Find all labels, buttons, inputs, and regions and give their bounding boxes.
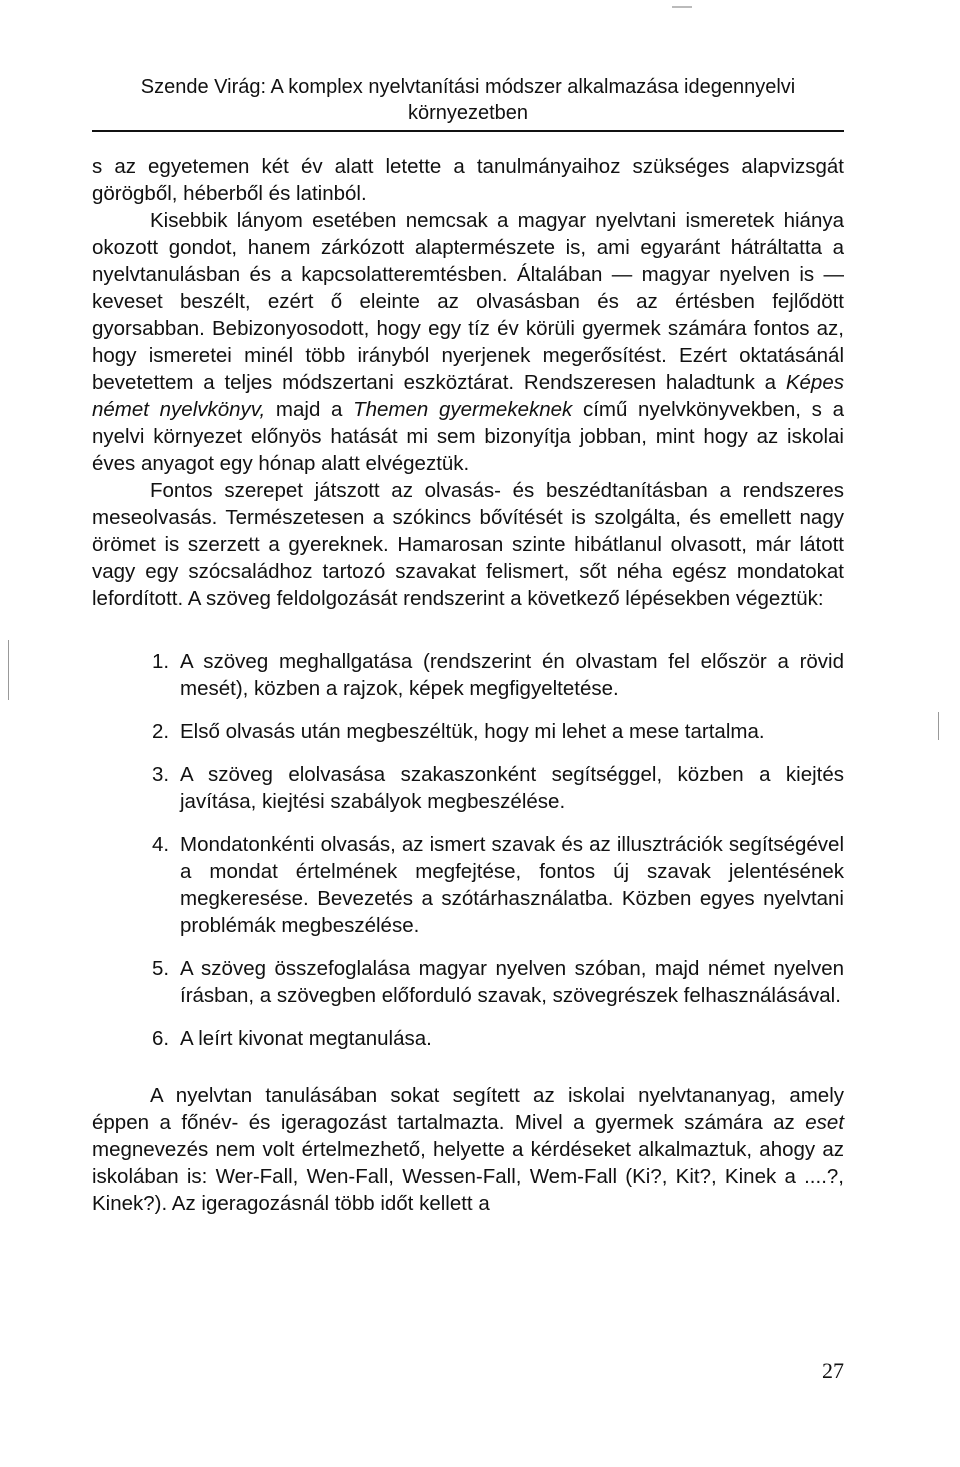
paragraph-4-end: megnevezés nem volt értelmezhető, helyette a kérdéseket alkalmaztuk, ahogy az iskolában is: Wer-Fall, Wen-Fall, Wessen-Fall, Wem-Fall (Ki?, Kit?, Kinek a ....?, Kinek?). Az igeragozásnál több időt kellett a [92, 1138, 844, 1215]
running-header [92, 74, 844, 126]
list-item [92, 1025, 844, 1052]
paragraph-4-start: A nyelvtan tanulásában sokat segített az iskolai nyelvtananyag, amely éppen a főnév- és igeragozást tartalmazta. Mivel a gyermek számára az [92, 1084, 844, 1134]
header-line-1: Szende Virág: A komplex nyelvtanítási módszer alkalmazása idegennyelvi [140, 76, 796, 98]
header-line-2: környezetben [407, 102, 529, 124]
step-text: A leírt kivonat megtanulása. [180, 1027, 432, 1050]
step-text: Első olvasás után megbeszéltük, hogy mi lehet a mese tartalma. [180, 720, 765, 743]
list-item [92, 761, 844, 815]
scan-mark [672, 6, 692, 8]
margin-scan-mark [8, 640, 9, 700]
step-number: 4. [152, 833, 170, 856]
list-item [92, 831, 844, 939]
term-eset: eset [805, 1111, 845, 1134]
step-text: A szöveg elolvasása szakaszonként segítséggel, közben a kiejtés javítása, kiejtési szabályok megbeszélése. [180, 763, 844, 813]
paragraph-2-end: című nyelvkönyvekben, s a nyelvi környezet előnyös hatását mi sem bizonyítja jobban, mint hogy az iskolai éves anyagot egy hónap alatt elvégeztük. [92, 398, 844, 475]
paragraph-1: s az egyetemen két év alatt letette a tanulmányaihoz szükséges alapvizsgát görögből, héberből és latinból. [92, 155, 844, 205]
steps-list [92, 648, 844, 1052]
margin-scan-mark [938, 712, 939, 740]
page-number: 27 [822, 1358, 844, 1383]
list-item [92, 955, 844, 1009]
step-number: 2. [152, 720, 170, 743]
step-number: 1. [152, 650, 170, 673]
step-text: Mondatonkénti olvasás, az ismert szavak és az illusztrációk segítségével a mondat értelmének megfejtése, fontos új szavak jelentésének megkeresése. Bevezetés a szótárhasználatba. Közben egyes nyelvtani problémák megbeszélése. [180, 833, 844, 937]
step-text: A szöveg meghallgatása (rendszerint én olvastam fel először a rövid mesét), közben a rajzok, képek megfigyeltetése. [180, 650, 844, 700]
list-item [92, 648, 844, 702]
book-title-themen: Themen gyermekeknek [353, 398, 573, 421]
step-text: A szöveg összefoglalása magyar nyelven szóban, majd német nyelven írásban, a szövegben előforduló szavak, szövegrészek felhasználásával. [180, 957, 844, 1007]
step-number: 3. [152, 763, 170, 786]
body-text [92, 153, 844, 1217]
paragraph-4 [92, 1082, 844, 1217]
header-rule [92, 130, 844, 132]
step-number: 6. [152, 1027, 170, 1050]
paragraph-2-mid: majd a [275, 398, 343, 421]
paragraph-2-text: Kisebbik lányom esetében nemcsak a magyar nyelvtani ismeretek hiánya okozott gondot, hanem zárkózott alaptermészete is, ami egyaránt hátráltatta a nyelvtanulásban és a kapcsolatteremtésben. Általában — magyar nyelven is — keveset beszélt, ezért ő eleinte az olvasásban és az értésben fejlődött gyorsabban. Bebizonyosodott, hogy egy tíz év körüli gyermek számára fontos az, hogy ismeretei minél több irányból nyerjenek megerősítést. Ezért oktatásánál bevetettem a teljes módszertani eszköztárat. Rendszeresen haladtunk a [92, 209, 844, 394]
step-number: 5. [152, 957, 170, 980]
list-item [92, 718, 844, 745]
paragraph-2 [92, 207, 844, 477]
paragraph-3: Fontos szerepet játszott az olvasás- és beszédtanításban a rendszeres meseolvasás. Természetesen a szókincs bővítését is szolgálta, és emellett nagy örömet is szerzett a gyereknek. Hamarosan szinte hibátlanul olvasott, már látott vagy egy szócsaládhoz tartozó szavakat felismert, sőt néha egész mondatokat lefordított. A szöveg feldolgozását rendszerint a következő lépésekben végeztük: [92, 479, 844, 610]
book-title-kepes-nemet: Képes német nyelvkönyv, [92, 371, 844, 421]
